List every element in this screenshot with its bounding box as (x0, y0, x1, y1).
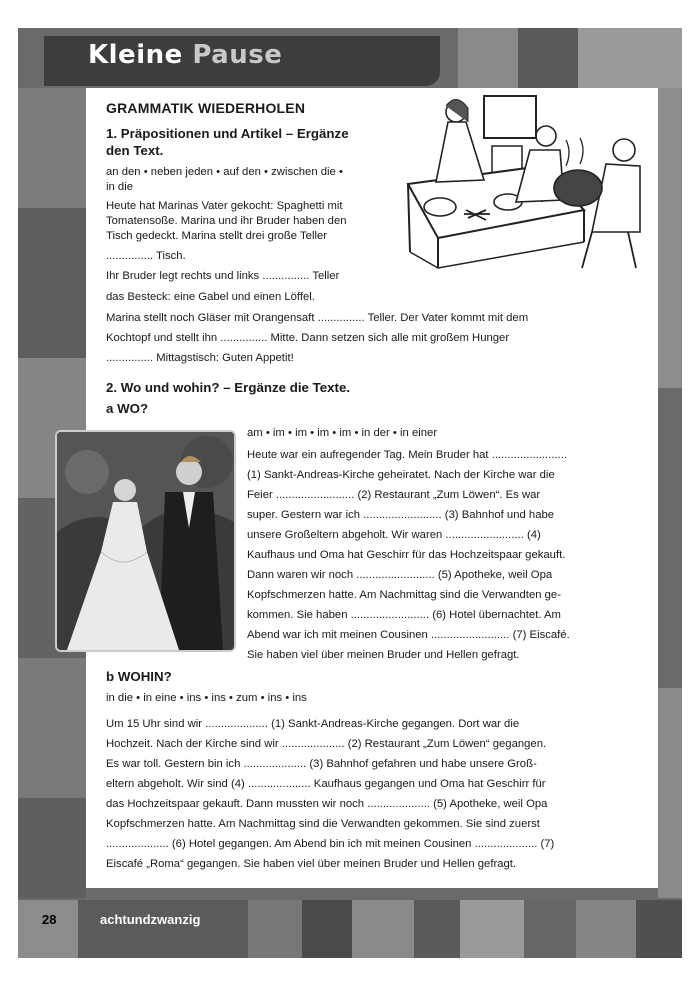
footer-mosaic (18, 900, 682, 958)
task2a-line-1: Heute war ein aufregender Tag. Mein Bruder hat ........................ (247, 449, 568, 461)
task2b-line-4: eltern abgeholt. Wir sind (4) .................... Kaufhaus gegangen und Oma hat Geschirr für (106, 778, 546, 790)
task2b-line-6: Kopfschmerzen hatte. Am Nachmittag sind die Verwandten gekommen. Sie sind zuerst (106, 818, 540, 830)
task1-line-3: Tisch gedeckt. Marina stellt drei große Teller (106, 230, 328, 242)
task1-heading-line2: den Text. (106, 143, 164, 158)
footer-band (18, 900, 682, 958)
task2b-line-2: Hochzeit. Nach der Kirche sind wir .................... (2) Restaurant „Zum Löwen“ gegangen. (106, 738, 547, 750)
task2b-line-3: Es war toll. Gestern bin ich .................... (3) Bahnhof gefahren und habe unsere Groß- (106, 758, 537, 770)
task2a-line-9: kommen. Sie haben ......................... (6) Hotel übernachtet. Am (247, 609, 561, 621)
task2b-heading: b WOHIN? (106, 669, 172, 684)
task1-line-1: Heute hat Marinas Vater gekocht: Spaghetti mit (106, 200, 343, 212)
task1-line-5: Ihr Bruder legt rechts und links ............... Teller (106, 270, 340, 282)
task2a-line-4: super. Gestern war ich ......................... (3) Bahnhof und habe (247, 509, 555, 521)
page-title (88, 40, 282, 70)
task1-line-7: Marina stellt noch Gläser mit Orangensaft ............... Teller. Der Vater kommt mit dem (106, 312, 529, 324)
task1-wordbank-line1: an den • neben jeden • auf den • zwischen die • (106, 166, 343, 178)
task2-heading: 2. Wo und wohin? – Ergänze die Texte. (106, 380, 351, 395)
family-dinner-illustration (396, 92, 650, 300)
task2a-line-6: Kaufhaus und Oma hat Geschirr für das Hochzeitspaar gekauft. (247, 549, 566, 561)
task2a-line-3: Feier ......................... (2) Restaurant „Zum Löwen“. Es war (247, 489, 541, 501)
task2b-wordbank: in die • in eine • ins • ins • zum • ins • ins (106, 692, 307, 704)
task2a-line-10: Abend war ich mit meinen Cousinen ......................... (7) Eiscafé. (247, 629, 570, 641)
task2a-line-7: Dann waren wir noch ......................... (5) Apotheke, weil Opa (247, 569, 553, 581)
wedding-couple-photo (55, 430, 236, 652)
task1-line-9: ............... Mittagstisch: Guten Appetit! (106, 352, 294, 364)
task2b-line-1: Um 15 Uhr sind wir .................... (1) Sankt-Andreas-Kirche gegangen. Dort war die (106, 718, 520, 730)
task1-line-2: Tomatensoße. Marina und ihr Bruder haben den (106, 215, 347, 227)
task1-heading-line1: 1. Präpositionen und Artikel – Ergänze (106, 126, 349, 141)
task2a-line-2: (1) Sankt-Andreas-Kirche geheiratet. Nach der Kirche war die (247, 469, 555, 481)
task1-line-4: ............... Tisch. (106, 250, 186, 262)
task1-wordbank-line2: in die (106, 181, 134, 193)
task2a-line-5: unsere Großeltern abgeholt. Wir waren ......................... (4) (247, 529, 541, 541)
title-part-1: Kleine (88, 40, 183, 70)
task2b-line-8: Eiscafé „Roma“ gegangen. Sie haben viel über meinen Bruder und Hellen gefragt. (106, 858, 517, 870)
task2b-line-7: .................... (6) Hotel gegangen. Am Abend bin ich mit meinen Cousinen .................... (7) (106, 838, 555, 850)
page-number-word: achtundzwanzig (100, 912, 201, 927)
task2b-line-5: das Hochzeitspaar gekauft. Dann mussten wir noch .................... (5) Apotheke, weil Opa (106, 798, 548, 810)
section-heading: GRAMMATIK WIEDERHOLEN (106, 100, 306, 116)
task2a-line-11: Sie haben viel über meinen Bruder und Hellen gefragt. (247, 649, 520, 661)
task1-line-8: Kochtopf und stellt ihn ............... Mitte. Dann setzen sich alle mit großem Hunger (106, 332, 510, 344)
task1-line-6: das Besteck: eine Gabel und einen Löffel. (106, 291, 315, 303)
title-part-2: Pause (192, 40, 283, 70)
task2a-line-8: Kopfschmerzen hatte. Am Nachmittag sind die Verwandten ge- (247, 589, 561, 601)
task2a-wordbank: am • im • im • im • im • in der • in einer (247, 427, 438, 439)
page-number: 28 (42, 912, 57, 927)
task2a-heading: a WO? (106, 401, 149, 416)
